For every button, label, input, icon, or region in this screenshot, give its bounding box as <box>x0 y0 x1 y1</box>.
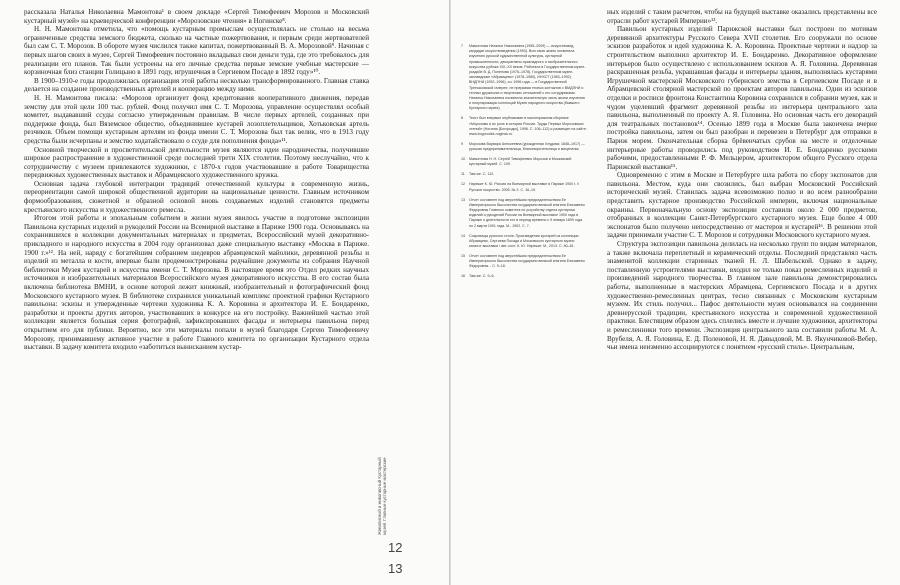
page-number-12: 12 <box>388 540 403 555</box>
page-number-13: 13 <box>388 561 403 576</box>
paragraph: Итогом этой работы и эпохальным событием в жизни музея явилось участие в подготовке экспозиции Павильона кустарных изделий и рукоделий России на Всемирной выставке в Париже 1900 года. Основываясь на сохранившихся в коллекции документальных материалах и предметах, Всероссийский музей декоративно-прикладного и народного искусства в 2004 году организовал даже специальную выставку «Москва в Париже. 1900 г.»¹². На ней, наряду с богатейшим собранием шедевров абрамцевской майолики, деревянной резьбы и изделий из металла и кости, впервые были продемонстрированы редчайшие документы из собрания Научной библиотеки Музея кустарей и искусства имени С. Т. Морозова. В настоящее время это Отдел редких научных источников и изобразительных материалов Всероссийского музея декоративного искусства. В его состав была включена библиотека ВМНИ, в основе которой лежит книжный, изобразительный и фотографический фонд Московского кустарного музея. В библиотеке сохранился уникальный комплекс проектной графики Кустарного павильона: эскизы и утвержденные чертежи художника К. А. Коровина и архитектора И. Е. Бондаренко, разработки и проекты других авторов, участвовавших в конкурсе на его постройку. Важнейшей частью этой коллекции является большая серия фотографий, зафиксировавших фасады и интерьеры павильона перед открытием его для публики. Вероятно, все эти материалы попали в музей благодаря Сергею Тимофеевичу Морозову, принимавшему активное участие в работе Главного комитета по организации Кустарного отдела выставки. В задачу комитета входило «заботиться вынисканием кустар- <box>24 214 369 352</box>
footnote: 9 Морозова Варвара Алексеевна (урожденная Хлудова; 1848–1917) — русская предпринимательница, благотворительница и меценатка. <box>461 142 585 152</box>
paragraph: Павильон кустарных изделий Парижской выставки был построен по мотивам деревянной архитектуры Русского Севера XVII столетия. Его сооружали по основе эскизов разработок и идей художника К. А. Коровина. Проектные чертежи и надзор за строительством выполнил архитектор И. Е. Бондаренко. Декоративное оформление интерьеров было осуществлено с использованием эскизов А. Я. Головина. Деревянная раскрашенная резьба, украшавшая фасады и интерьеры здания, выполнялась кустарями Игрушечной мастерской Московского губернского земства в Сергиевском Посаде и в Абрамцевской столярной мастерской по проектам авторов павильона. Одни из эскизов отделки и росписи фронтона Константина Коровина сохранился в собрании музея, как и чудом уцелевший фрагмент деревянной резьбы из интерьера центрального зала павильона, выполненный по проекту А. Я. Головина. Но основная часть его декораций для театральных постановок¹⁴. Осенью 1899 года в Москве была закончена вчерне постройка павильона, затем он был разобран и перевезен в Петербург для отправки в Париж морем. Окончательная сборка брёвенчатых срубов на месте и отделочные интерьерные работы проводились под руководством И. Е. Бондаренко русскими рабочими, предоставленными Р. Ф. Мельцером, архитектором общего Русского отдела Парижской выставки¹⁵. <box>607 25 877 171</box>
paragraph: Одновременно с этим в Москве и Петербурге шла работа по сбору экспонатов для павильона. Местом, куда они свозились, был выбран Московский Российский исторический музей. Ставилась задача всевозможно полно и во всем разнообразии представить кустарное производство Российской империи, включая национальные окраины. Первоначальную основу экспозиции составили около 2 000 предметов, отобранных в коллекции Санкт-Петербургского кустарного музея. Еще более 4 000 экспонатов было получено непосредственно от мастеров и кустарей¹⁶. В решении этой задачи принимали участие С. Т. Морозов и сотрудники Московского кустарного музея. <box>607 171 877 240</box>
paragraph: Основная задача глубокой интеграции традиций отечественной культуры в современную жизнь, переориентации самой широкой общественной аудитории на национальные ценности. Главным источником формообразования, сюжетной и образной основой вновь создаваемых изделий становятся предметы крестьянского искусства и художественного ремесла. <box>24 179 369 214</box>
paragraph: рассказала Наталья Николаевна Мамонтова¹ в своем докладе «Сергей Тимофеевич Морозов и Московский кустарный музей» на краеведческой конференции «Морозовские чтения» в Ногинске⁸. <box>24 8 369 25</box>
footnote: 11 Там же. С. 112. <box>461 172 495 177</box>
footnote: 16 Там же. С. 9–6. <box>461 274 495 279</box>
footnote: 13 Отчет составлен под августейшим председательством Ее Императорского Высочества государыни великой княгини Елизаветы Федоровны Главного комитета по устройству отдела кустарных изделий и рукоделий России на Всемирной выставке 1900 года в Париже о деятельности его в период времени с 9 января 1899 года по 2 марта 1901 года. М., 1902. С. 7. <box>461 197 585 228</box>
footnotes-column <box>461 44 591 284</box>
paragraph: Н. Н. Мамонтова писала: «Морозов организует фонд кредитования кооперативного движения, передав земству для этой цели 100 тыс. рублей. Фонд получил имя С. Т. Морозова, управление осуществлял особый комитет, выдававший ссуды согласно утвержденным правилам. В числе первых артелей, созданных при поддержке фонда, был Вяземское общество, объединившее кустарей лозоплетельщиков, Хотьковская артель резчиков. Объем помощи кустарным артелям из фонда имени С. Т. Морозова был так велик, что в 1913 году средства были исчерпаны и земство ходатайствовало о ссуде для пополнения фонда»¹¹. <box>24 93 369 145</box>
side-caption: Живописный и живописный Кустарный музей. Главные кустарные мастерские <box>377 457 387 535</box>
right-page <box>451 0 900 585</box>
left-page <box>0 0 449 585</box>
paragraph: Структура экспозиции павильона делилась на несколько групп по видам материалов, а также включала переплетный и керамический отделы. Последний представлял часть знаменитой коллекции старинных тканей Н. Л. Шабельской. Однако в задачу, поставленную устроителями выставки, входил не только показ ремесленных изделий и произведений народного творчества. В главном зале павильона демонстрировались работы, выполненные в мастерских Абрамцева, Сергиевского Посада и в других художественно-ремесленных центрах, тесно связанных с Московским кустарным музеем. Их стиль получил... Пафос деятельности музея основывался на соединении древнерусской традиции, крестьянского искусства и современной художественной практики. Блестящим образом здесь сплелись вместе и лучшие художники, архитекторы и ремесленники того времени. Экспозиция центрального зала составили работы М. А. Врубеля, А. Я. Головина, Е. Д. Поленовой, Н. Я. Давыдовой, М. В. Якунчиковой-Вебер, чьи имена неизменно ассоциируются с понятием «русский стиль». Центральным, <box>607 240 877 352</box>
paragraph: Основной творческой и просветительской деятельности музея являются идеи народничества, получившие широкое распространение в художественной среде последней трети XIX столетия. Поэтому неслучайно, что к сотрудничеству с музеем привлекаются художники, с 1870-х годов участвовавшие в работе Товарищества передвижных художественных выставок и Абрамцевского художественного кружка. <box>24 145 369 180</box>
right-main-text <box>607 8 877 352</box>
footnote: 7 Мамонтова Наталья Николаевна (1955–2009) — искусствовед, кандидат искусствоведения (1993). Всю свою жизнь посвятила изучению русской художественной культуры, кустарной промышленности, декоративно-прикладного и изобразительного искусства рубежа XIX–XX веков. Работала в Государственном музее-усадьбе В. Д. Поленова (1976–1978), Государственном музее-заповеднике «Абрамцево» (1978–1980), ИНХСТ (1983–1992), ВНДПНИ (1992–1996), а с 1996 года — в Государственной Третьяковской галерее, не прерывая тесных контактов с ВМДПНИ и теплых дружеских и творческих отношений с его сотрудниками. Наталья Николаевна посвятила значительную часть жизни изучению и популяризации коллекций Музея народного искусства (бывшего Кустарного музея). <box>461 44 586 111</box>
paragraph: ных изделий с таким расчетом, чтобы на будущей выставке оказались представлены все отрасли работ кустарей Империи»¹³. <box>607 8 877 25</box>
left-main-text <box>24 8 369 352</box>
footnote: 14 Сокровища русского стиля. Произведения кустарей из коллекции Абрамцево, Сергиева Посада и Московского кустарного музея: каталог выставки / авт.-сост. К. Ю. Нарежит. М., 2013. С. 80–81. <box>461 233 579 249</box>
footnote: 8 Текст был впервые опубликован в малотиражном сборнике «Морозовы и их роль в истории России. Труды Первых Морозовских чтений» (Ногинск [Богородск], 1996. С. 106–112) и размещен на сайте: www.bogorodsk-noginsk.ru. <box>461 116 587 137</box>
footnote: 10 Мамонтова Н. Н. Сергей Тимофеевич Морозов и Московский кустарный музей. С. 109. <box>461 157 572 167</box>
footnote: 15 Отчет составлен под августейшим председательством Ее Императорского Высочества государыни великой княгини Елизаветы Федоровны... С. 9–18. <box>461 254 585 269</box>
footnote: 12 Нарежит К. Ю. Россия на Всемирной выставке в Париже 1900 г. // Русское искусство. 2005. № 2. С. 16–19. <box>461 182 579 192</box>
paragraph: Н. Н. Мамонтова отметила, что «помощь кустарным промыслам осуществлялась не столько на весьма ограниченные средства земского бюджета, сколько на частные пожертвования, и первым среди жертвователей был сам С. Т. Морозов. В оборотe музея числился также капитал, пожертвованный В. А. Морозовой⁹. Начиная с первых шагов своих в музее, Сергей Тимофеевич постоянно вкладывал свои деньги туда, где это требовалось для реализации его планов. Так были устроены на его личные средства первые земские учебные мастерские — корзиночная близ станции Голицыно в 1891 году, игрушечная в Сергиевом Посаде в 1892 году»¹⁰. <box>24 25 369 77</box>
paragraph: В 1900–1910-е годы продолжилась организация этой работы несколько трансформированного. Главная ставка делается на создание производственных артелей и кооперацию между ними. <box>24 76 369 94</box>
